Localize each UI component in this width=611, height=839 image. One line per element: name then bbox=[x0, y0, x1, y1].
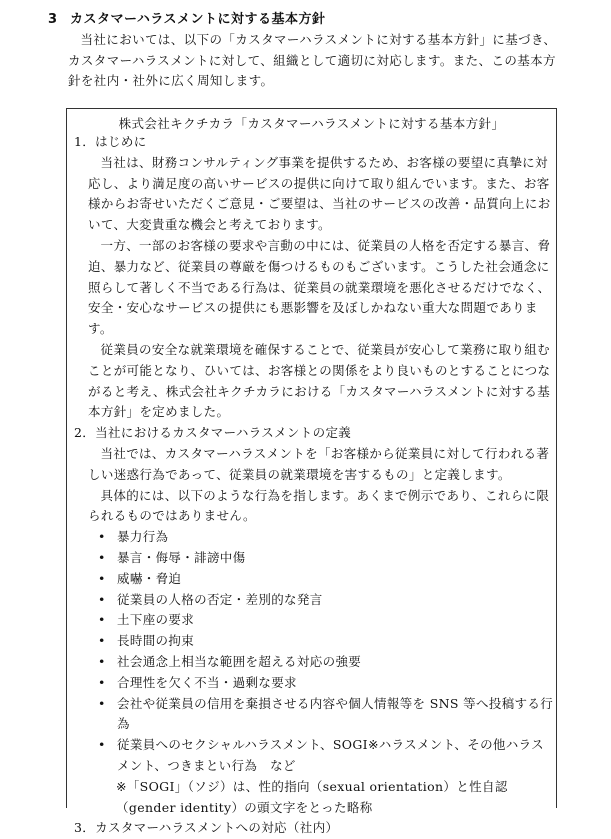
paragraph-definition: 当社では、カスタマーハラスメントを「お客様から従業員に対して行われる著しい迷惑行為であって、従業員の就業環境を害するもの」と定義します。 bbox=[88, 445, 550, 482]
bullet-icon: • bbox=[98, 591, 106, 607]
list-item: • 土下座の要求 bbox=[98, 610, 554, 631]
bullet-icon: • bbox=[98, 737, 106, 753]
section-title: カスタマーハラスメントに対する基本方針 bbox=[70, 12, 326, 27]
bullet-icon: • bbox=[98, 674, 106, 690]
policy-title: 株式会社キクチカラ「カスタマーハラスメントに対する基本方針」 bbox=[118, 116, 505, 131]
bullet-icon: • bbox=[98, 529, 106, 545]
bullet-icon: • bbox=[98, 653, 106, 669]
paragraph-policy-purpose: 従業員の安全な就業環境を確保することで、従業員が安心して業務に取り組むことが可能となり、ひいては、お客様との関係をより良いものとすることにつながると考え、株式会社キクチカラにおける「カスタマーハラスメントに対する基本方針」を定めました。 bbox=[88, 341, 551, 420]
list-item: • 会社や従業員の信用を棄損させる内容や個人情報等を SNS 等へ投稿する行為 bbox=[98, 695, 554, 732]
list-item: • 暴言・侮辱・誹謗中傷 bbox=[98, 548, 554, 569]
section-heading bbox=[48, 8, 325, 27]
section-number: 3 bbox=[48, 12, 58, 27]
list-item: • 従業員の人格の否定・差別的な発言 bbox=[98, 590, 554, 611]
harassment-examples-list bbox=[76, 527, 554, 777]
bullet-icon: • bbox=[98, 633, 106, 649]
paragraph-company-commitment: 当社は、財務コンサルティング事業を提供するため、お客様の要望に真摯に対応し、より満足度の高いサービスの提供に向けて取り組んでいます。また、お客様からお寄せいただくご意見・ご要望は、当社のサービスの改善・品質向上において、大変貴重な機会と考えております。 bbox=[88, 154, 551, 233]
policy-content bbox=[76, 132, 554, 839]
bullet-icon: • bbox=[98, 549, 106, 565]
list-item: • 威嚇・脅迫 bbox=[98, 569, 554, 590]
paragraph-examples-intro: 具体的には、以下のような行為を指します。あくまで例示であり、これらに限られるものではありません。 bbox=[88, 487, 550, 524]
list-item: • 従業員へのセクシャルハラスメント、SOGI※ハラスメント、その他ハラスメント、つきまとい行為 など bbox=[98, 737, 544, 773]
list-item: • 合理性を欠く不当・過剰な要求 bbox=[98, 673, 554, 694]
bullet-icon: • bbox=[98, 612, 106, 628]
heading-definition: 2．当社におけるカスタマーハラスメントの定義 bbox=[74, 425, 352, 441]
bullet-icon: • bbox=[98, 695, 106, 711]
sogi-footnote: ※「SOGI」（ソジ）は、性的指向（sexual orientation）と性自認（gender identity）の頭文字をとった略称 bbox=[116, 778, 508, 815]
heading-response: 3．カスタマーハラスメントへの対応（社内） bbox=[74, 820, 339, 836]
paragraph-problem-statement: 一方、一部のお客様の要求や言動の中には、従業員の人格を否定する暴言、脅迫、暴力など、従業員の尊厳を傷つけるものもございます。こうした社会通念に照らして著しく不当である行為は、従業員の就業環境を悪化させるだけでなく、安全・安心なサービスの提供にも悪影響を及ぼしかねない重大な問題であります。 bbox=[88, 237, 551, 337]
list-item: • 社会通念上相当な範囲を超える対応の強要 bbox=[98, 652, 554, 673]
intro-paragraph: 当社においては、以下の「カスタマーハラスメントに対する基本方針」に基づき、カスタマーハラスメントに対して、組織として適切に対応します。また、この基本方針を社内・社外に広く周知します。 bbox=[68, 32, 557, 88]
heading-introduction: 1．はじめに bbox=[74, 134, 147, 149]
bullet-icon: • bbox=[98, 570, 106, 586]
list-item: • 暴力行為 bbox=[98, 527, 554, 548]
intro-paragraph-block bbox=[68, 30, 568, 92]
list-item: • 長時間の拘束 bbox=[98, 631, 554, 652]
